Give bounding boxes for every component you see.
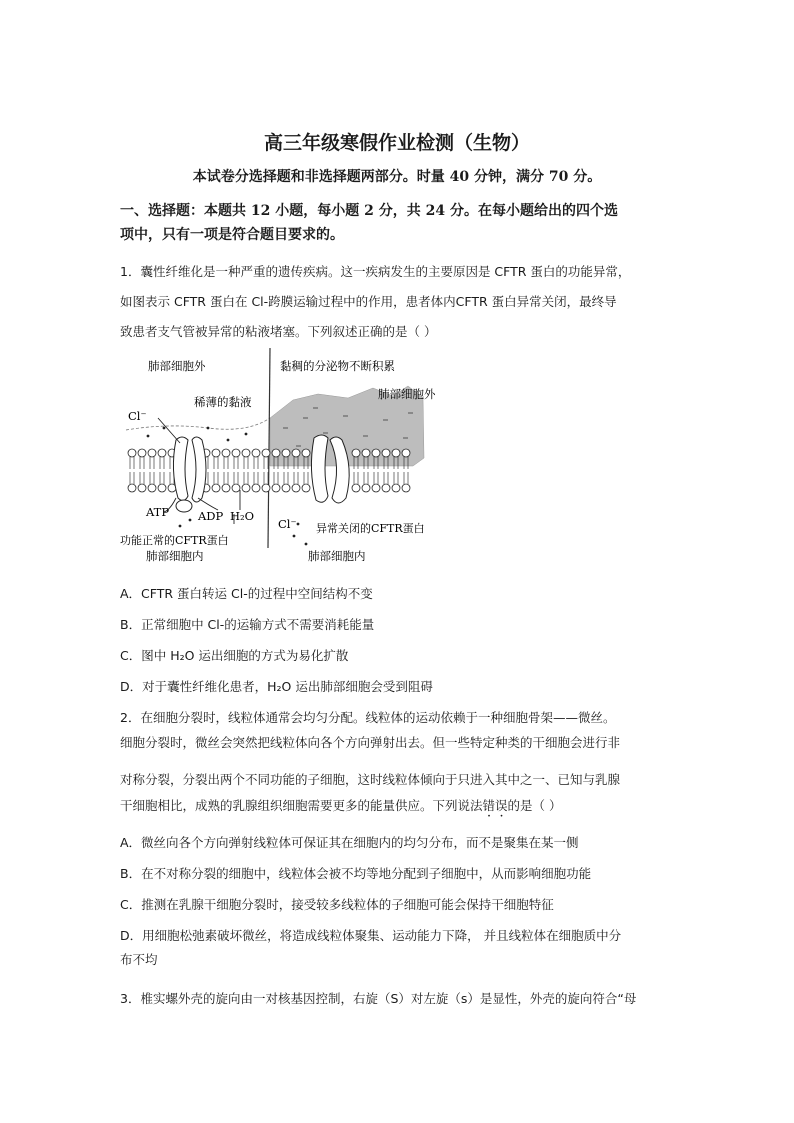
q1-option-d: D．对于囊性纤维化患者，H₂O 运出肺部细胞会受到阻碍 xyxy=(120,679,433,694)
divider-line xyxy=(268,348,270,548)
normal-cftr-protein xyxy=(173,437,206,512)
q2-emphasis-word: 错误 xyxy=(482,798,508,813)
q1-stem-line1: 1．囊性纤维化是一种严重的遗传疾病。这一疾病发生的主要原因是 CFTR 蛋白的功能异常， xyxy=(120,264,631,279)
q2-option-d-line2: 布不均 xyxy=(120,952,158,967)
q2-stem-line2: 细胞分裂时，微丝会突然把线粒体向各个方向弹射出去。但一些特定种类的干细胞会进行非 xyxy=(120,735,621,750)
q1-option-a: A．CFTR 蛋白转运 Cl-的过程中空间结构不变 xyxy=(120,586,373,601)
q2-stem-line1: 2．在细胞分裂时，线粒体通常会均匀分配。线粒体的运动依赖于一种细胞骨架——微丝。 xyxy=(120,710,616,725)
q1-option-b: B．正常细胞中 Cl-的运输方式不需要消耗能量 xyxy=(120,617,375,632)
label-inside-left: 肺部细胞内 xyxy=(146,549,204,563)
q3-stem-line1: 3．椎实螺外壳的旋向由一对核基因控制，右旋（S）对左旋（s）是显性，外壳的旋向符合“母 xyxy=(120,991,637,1006)
label-normal-cftr: 功能正常的CFTR蛋白 xyxy=(120,534,229,547)
q2-option-a: A．微丝向各个方向弹射线粒体可保证其在细胞内的均匀分布，而不是聚集在某一侧 xyxy=(120,835,579,850)
q2-option-b: B．在不对称分裂的细胞中，线粒体会被不均等地分配到子细胞中，从而影响细胞功能 xyxy=(120,866,592,881)
label-outside-left: 肺部细胞外 xyxy=(148,359,206,373)
q2-stem-line4-pre: 干细胞相比，成熟的乳腺组织细胞需要更多的能量供应。下列说法 xyxy=(120,798,483,813)
section-heading-line1: 一、选择题：本题共 12 小题，每小题 2 分，共 24 分。在每小题给出的四个选 xyxy=(120,203,618,219)
label-cl-bottom: Cl⁻ xyxy=(278,517,297,531)
label-outside-right: 肺部细胞外 xyxy=(378,387,436,401)
label-mucus-thin: 稀薄的黏液 xyxy=(194,395,252,409)
label-inside-right: 肺部细胞内 xyxy=(308,549,366,563)
label-adp: ADP xyxy=(198,509,224,523)
q2-stem-line3: 对称分裂，分裂出两个不同功能的子细胞，这时线粒体倾向于只进入其中之一、已知与乳腺 xyxy=(120,772,621,787)
label-mucus-thick: 黏稠的分泌物不断积累 xyxy=(280,359,395,373)
label-h2o: H₂O xyxy=(230,509,255,523)
label-atp: ATP xyxy=(146,505,170,519)
cftr-membrane-figure xyxy=(118,348,448,568)
label-closed-cftr: 异常关闭的CFTR蛋白 xyxy=(316,522,425,535)
q2-stem-line4 xyxy=(120,796,562,820)
q2-option-c: C．推测在乳腺干细胞分裂时，接受较多线粒体的子细胞可能会保持干细胞特征 xyxy=(120,897,554,912)
q1-stem-line3: 致患者支气管被异常的粘液堵塞。下列叙述正确的是（ ） xyxy=(120,324,437,339)
page-title: 高三年级寒假作业检测（生物） xyxy=(263,132,530,154)
section-heading-line2: 项中，只有一项是符合题目要求的。 xyxy=(120,227,344,243)
q2-stem-line4-post: 的是（ ） xyxy=(507,798,562,813)
q1-stem-line2: 如图表示 CFTR 蛋白在 Cl-跨膜运输过程中的作用，患者体内CFTR 蛋白异常关闭，最终导 xyxy=(120,294,617,309)
q1-option-c: C．图中 H₂O 运出细胞的方式为易化扩散 xyxy=(120,648,349,663)
label-cl-top: Cl⁻ xyxy=(128,409,147,423)
exam-subtitle: 本试卷分选择题和非选择题两部分。时量 40 分钟，满分 70 分。 xyxy=(192,169,602,185)
q2-option-d-line1: D．用细胞松弛素破坏微丝，将造成线粒体聚集、运动能力下降， 并且线粒体在细胞质中分 xyxy=(120,928,622,943)
